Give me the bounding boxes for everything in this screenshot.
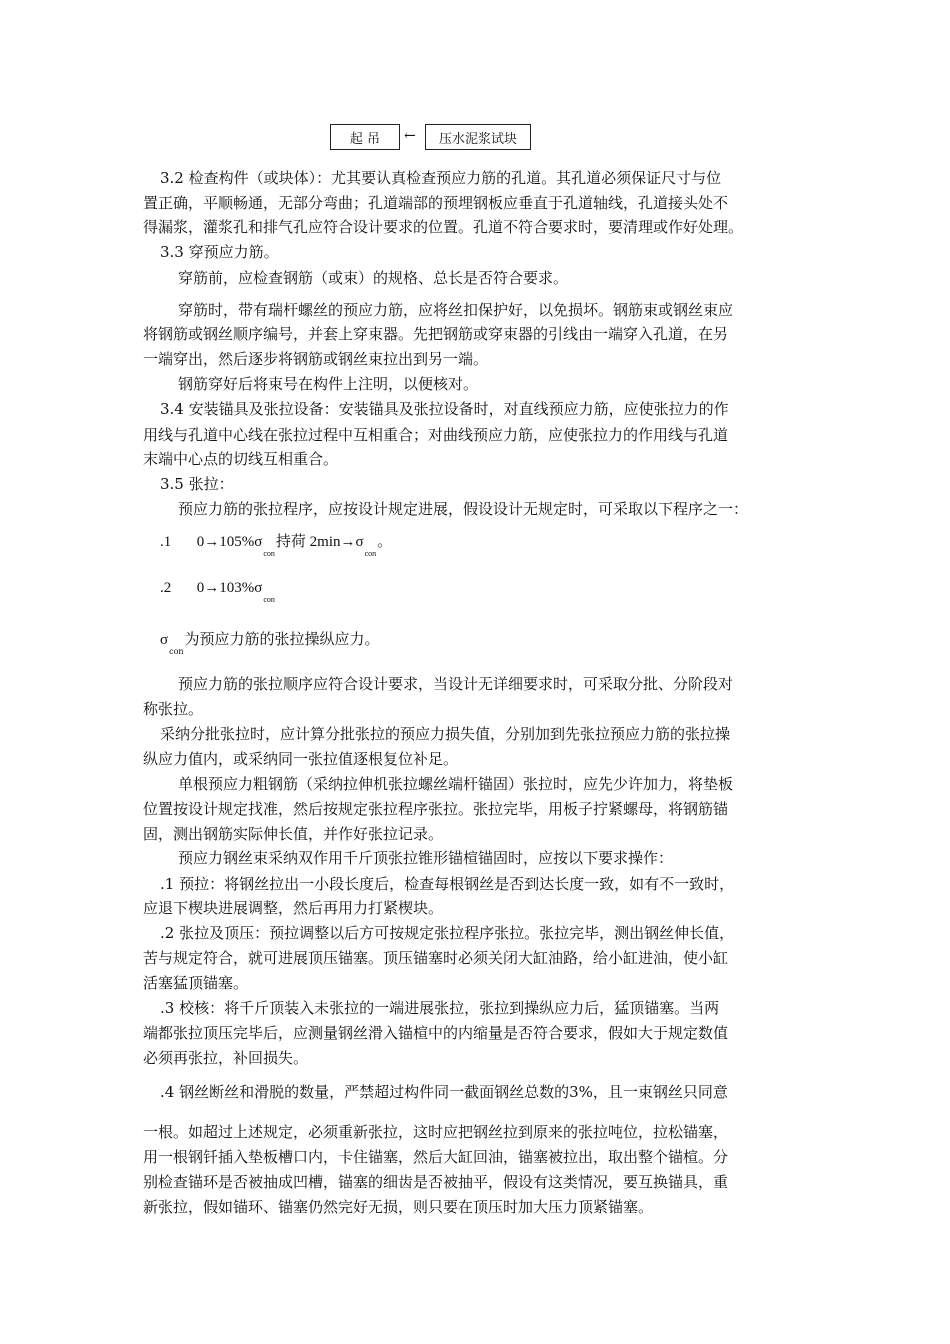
text-line: 钢筋穿好后将束号在构件上注明，以便核对。	[178, 375, 479, 393]
sigma-definition	[160, 628, 380, 656]
text-line: 末端中心点的切线互相重合。	[143, 450, 339, 468]
text-line: 预应力筋的张拉顺序应符合设计要求，当设计无详细要求时，可采取分批、分阶段对	[178, 675, 734, 693]
formula-1-number: .1	[160, 534, 172, 550]
text-line: 称张拉。	[143, 700, 204, 718]
text-line: 3.4 安装锚具及张拉设备：安装锚具及张拉设备时，对直线预应力筋，应使张拉力的作	[160, 400, 729, 418]
text-line: .2 张拉及顶压：预拉调整以后方可按规定张拉程序张拉。张拉完毕，测出钢丝伸长值，	[160, 924, 735, 942]
text-line: 端都张拉顶压完毕后，应测量钢丝滑入锚楦中的内缩量是否符合要求，假如大于规定数值	[143, 1024, 729, 1042]
text-line: 固，测出钢筋实际伸长值，并作好张拉记录。	[143, 825, 444, 843]
text-line: 穿筋时，带有瑞杆螺丝的预应力筋，应将丝扣保护好，以免损坏。钢筋束或钢丝束应	[178, 301, 734, 319]
sigma-subscript: con	[169, 647, 184, 656]
text-line: 用线与孔道中心线在张拉过程中互相重合；对曲线预应力筋，应使张拉力的作用线与孔道	[143, 426, 729, 444]
text-line: 用一根钢钎插入垫板槽口内，卡住锚塞，然后大缸回油，锚塞被拉出，取出整个锚楦。分	[143, 1148, 729, 1166]
formula-1-part-c: 。	[377, 534, 393, 550]
text-line: 新张拉，假如锚环、锚塞仍然完好无损，则只要在顶压时加大压力顶紧锚塞。	[143, 1198, 654, 1216]
text-line: .4 钢丝断丝和滑脱的数量，严禁超过构件同一截面钢丝总数的3%，且一束钢丝只同意	[160, 1083, 728, 1101]
text-line: 活塞猛顶锚塞。	[143, 974, 249, 992]
sigma-definition-text: 为预应力筋的张拉操纵应力。	[184, 630, 380, 648]
flow-box-test	[425, 124, 531, 150]
formula-2	[160, 580, 276, 604]
formula-2-part-a: 0→103%σ	[196, 580, 263, 596]
flow-box-lift	[330, 124, 400, 150]
text-line: 3.5 张拉：	[160, 475, 234, 493]
flow-arrow-icon: ←	[404, 128, 416, 144]
formula-1-sub-2: con	[364, 549, 377, 558]
text-line: 应退下楔块进展调整，然后再用力打紧楔块。	[143, 899, 444, 917]
formula-2-number: .2	[160, 580, 172, 596]
sigma-symbol: σ	[160, 632, 169, 648]
text-line: 位置按设计规定找准，然后按规定张拉程序张拉。张拉完毕，用板子拧紧螺母，将钢筋锚	[143, 800, 729, 818]
text-line: .3 校核：将千斤顶装入未张拉的一端进展张拉，张拉到操纵应力后，猛顶锚塞。当两	[160, 999, 720, 1017]
text-line: 3.2 检查构件（或块体）：尤其要认真检查预应力筋的孔道。其孔道必须保证尺寸与位	[160, 169, 722, 187]
formula-1-part-b: 持荷 2min→σ	[275, 534, 364, 550]
text-line: 得漏浆，灌浆孔和排气孔应符合设计要求的位置。孔道不符合要求时，要清理或作好处理。	[143, 218, 744, 236]
text-line: 3.3 穿预应力筋。	[160, 243, 279, 261]
text-line: 必须再张拉，补回损失。	[143, 1049, 309, 1067]
text-line: .1 预拉：将钢丝拉出一小段长度后，检查每根钢丝是否到达长度一致，如有不一致时，	[160, 875, 735, 893]
text-line: 别检查锚环是否被抽成凹槽，锚塞的细齿是否被抽平，假设有这类情况，要互换锚具，重	[143, 1173, 729, 1191]
flow-box-lift-label: 起 吊	[349, 131, 381, 147]
flow-box-test-label: 压水泥浆试块	[438, 131, 517, 147]
text-line: 将钢筋或钢丝顺序编号，并套上穿束器。先把钢筋或穿束器的引线由一端穿入孔道，在另	[143, 325, 729, 343]
text-line: 苦与规定符合，就可进展顶压锚塞。顶压锚塞时必须关闭大缸油路，给小缸进油，使小缸	[143, 949, 729, 967]
formula-1-sub-1: con	[263, 549, 275, 558]
text-line: 一根。如超过上述规定，必须重新张拉，这时应把钢丝拉到原来的张拉吨位，拉松锚塞，	[143, 1123, 729, 1141]
text-line: 预应力钢丝束采纳双作用千斤顶张拉锥形锚楦锚固时，应按以下要求操作：	[178, 849, 674, 867]
formula-1-part-a: 0→105%σ	[196, 534, 263, 550]
text-line: 采纳分批张拉时，应计算分批张拉的预应力损失值，分别加到先张拉预应力筋的张拉操	[160, 725, 731, 743]
text-line: 预应力筋的张拉程序，应按设计规定进展，假设设计无规定时，可采取以下程序之一：	[178, 500, 749, 518]
text-line: 单根预应力粗钢筋（采纳拉伸机张拉螺丝端杆锚固）张拉时，应先少许加力，将垫板	[178, 775, 734, 793]
formula-1	[160, 530, 393, 558]
text-line: 置正确，平顺畅通，无部分弯曲；孔道端部的预埋钢板应垂直于孔道轴线，孔道接头处不	[143, 194, 729, 212]
text-line: 穿筋前，应检查钢筋（或束）的规格、总长是否符合要求。	[178, 269, 569, 287]
text-line: 一端穿出，然后逐步将钢筋或钢丝束拉出到另一端。	[143, 350, 489, 368]
text-line: 纵应力值内，或采纳同一张拉值逐根复位补足。	[143, 750, 459, 768]
formula-2-sub: con	[263, 595, 275, 604]
